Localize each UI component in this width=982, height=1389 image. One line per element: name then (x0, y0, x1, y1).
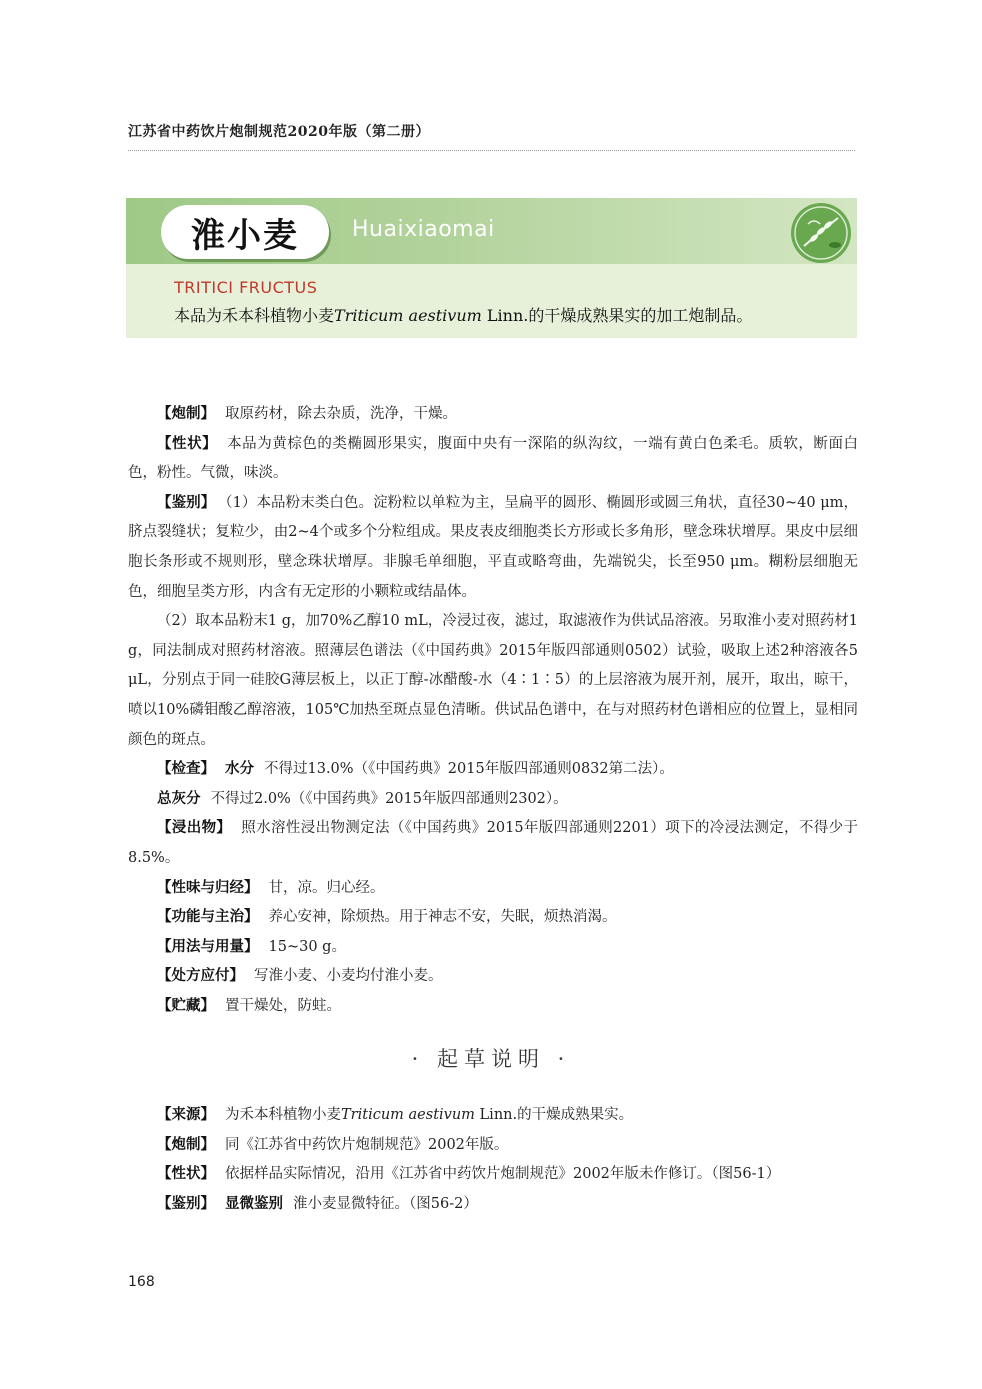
yongfa-paragraph (128, 933, 858, 963)
gongneng-label: 【功能与主治】 (157, 909, 259, 926)
drafting-paozhi-label: 【炮制】 (157, 1136, 215, 1153)
jinchuwu-text: 照水溶性浸出物测定法（《中国药典》2015年版四部通则2201）项下的冷浸法测定，不得少于8.5%。 (128, 820, 858, 866)
jianbie-paragraph-1 (128, 489, 858, 607)
drafting-xingzhuang-label: 【性状】 (157, 1166, 215, 1183)
jiancha-paragraph (128, 755, 858, 785)
desc-species: Triticum aestivum (334, 306, 482, 325)
laiyuan-suffix: Linn.的干燥成熟果实。 (474, 1107, 634, 1123)
drafting-paozhi-text: 同《江苏省中药饮片炮制规范》2002年版。 (225, 1136, 509, 1153)
jinchuwu-paragraph (128, 814, 858, 873)
paozhi-label: 【炮制】 (157, 406, 215, 422)
drafting-xingzhuang-paragraph (128, 1160, 858, 1190)
monograph-body (128, 400, 858, 1021)
drafting-body (128, 1101, 858, 1219)
xingwei-paragraph (128, 874, 858, 904)
drafting-section-title: · 起草说明 · (411, 1047, 571, 1071)
page-number: 168 (128, 1274, 155, 1290)
xingwei-label: 【性味与归经】 (157, 879, 259, 896)
xingzhuang-paragraph (128, 430, 858, 489)
running-header: 江苏省中药饮片炮制规范2020年版（第二册） (128, 124, 430, 140)
jiancha-label: 【检查】 (157, 761, 215, 778)
gongneng-paragraph (128, 903, 858, 933)
jinchuwu-label: 【浸出物】 (157, 820, 232, 837)
laiyuan-label: 【来源】 (157, 1107, 215, 1123)
xianwei-text: 淮小麦显微特征。（图56-2） (293, 1195, 478, 1212)
drafting-jianbie-paragraph (128, 1190, 858, 1220)
xingwei-text: 甘，凉。归心经。 (268, 879, 385, 896)
zonghuifen-text: 不得过2.0%（《中国药典》2015年版四部通则2302）。 (210, 790, 568, 807)
wheat-emblem-icon (790, 202, 852, 264)
title-pinyin: Huaixiaomai (352, 217, 495, 242)
drafting-xingzhuang-text: 依据样品实际情况，沿用《江苏省中药饮片炮制规范》2002年版未作修订。（图56-1） (225, 1166, 781, 1183)
desc-suffix: Linn.的干燥成熟果实的加工炮制品。 (481, 306, 753, 325)
jianbie-text-1: （1）本品粉末类白色。淀粉粒以单粒为主，呈扁平的圆形、椭圆形或圆三角状，直径30~40 μm，脐点裂缝状；复粒少，由2~4个或多个分粒组成。果皮表皮细胞类长方形或长多角形，壁念珠状增厚。果皮中层细胞长条形或不规则形，壁念珠状增厚。非腺毛单细胞，平直或略弯曲，先端锐尖，长至950 μm。糊粉层细胞无色，细胞呈类方形，内含有无定形的小颗粒或结晶体。 (128, 494, 858, 600)
zhucang-text: 置干燥处，防蛀。 (225, 997, 341, 1014)
drafting-jianbie-label: 【鉴别】 (157, 1195, 215, 1212)
jianbie-paragraph-2 (128, 607, 858, 755)
chufang-paragraph (128, 962, 858, 992)
jianbie-label: 【鉴别】 (157, 494, 216, 511)
title-pill (161, 205, 329, 259)
laiyuan-paragraph (128, 1101, 858, 1131)
latin-name: TRITICI FRUCTUS (174, 278, 318, 297)
zhucang-label: 【贮藏】 (157, 997, 215, 1014)
jianbie-text-2: （2）取本品粉末1 g，加70%乙醇10 mL，冷浸过夜，滤过，取滤液作为供试品溶液。另取淮小麦对照药材1 g，同法制成对照药材溶液。照薄层色谱法（《中国药典》2015年版四部通则0502）试验，吸取上述2种溶液各5 μL，分别点于同一硅胶G薄层板上，以正丁醇-冰醋酸-水（4∶1∶5）的上层溶液为展开剂，展开，取出，晾干，喷以10%磷钼酸乙醇溶液，105℃加热至斑点显色清晰。供试品色谱中，在与对照药材色谱相应的位置上，显相同颜色的斑点。 (128, 613, 858, 748)
yongfa-label: 【用法与用量】 (157, 938, 259, 955)
drafting-paozhi-paragraph (128, 1131, 858, 1161)
chufang-label: 【处方应付】 (157, 968, 244, 985)
laiyuan-species: Triticum aestivum (341, 1107, 475, 1123)
title-cn: 淮小麦 (191, 215, 299, 256)
zonghuifen-paragraph (128, 785, 858, 815)
paozhi-text: 取原药材，除去杂质，洗净，干燥。 (225, 406, 457, 422)
header-rule (128, 150, 855, 151)
laiyuan-prefix: 为禾本科植物小麦 (225, 1107, 341, 1123)
zhucang-paragraph (128, 992, 858, 1022)
yongfa-text: 15~30 g。 (268, 938, 346, 955)
paozhi-paragraph (128, 400, 858, 430)
gongneng-text: 养心安神，除烦热。用于神志不安，失眠，烦热消渴。 (268, 909, 617, 926)
banner-description (174, 303, 752, 326)
xingzhuang-text: 本品为黄棕色的类椭圆形果实，腹面中央有一深陷的纵沟纹，一端有黄白色柔毛。质软，断面白色，粉性。气微，味淡。 (128, 435, 859, 482)
chufang-text: 写淮小麦、小麦均付淮小麦。 (254, 968, 443, 985)
shuifen-text: 不得过13.0%（《中国药典》2015年版四部通则0832第二法）。 (264, 761, 674, 778)
xianwei-label: 显微鉴别 (225, 1195, 283, 1212)
title-banner (126, 198, 857, 338)
shuifen-label: 水分 (225, 761, 254, 778)
xingzhuang-label: 【性状】 (157, 435, 218, 452)
desc-prefix: 本品为禾本科植物小麦 (174, 306, 335, 325)
zonghuifen-label: 总灰分 (157, 790, 201, 807)
